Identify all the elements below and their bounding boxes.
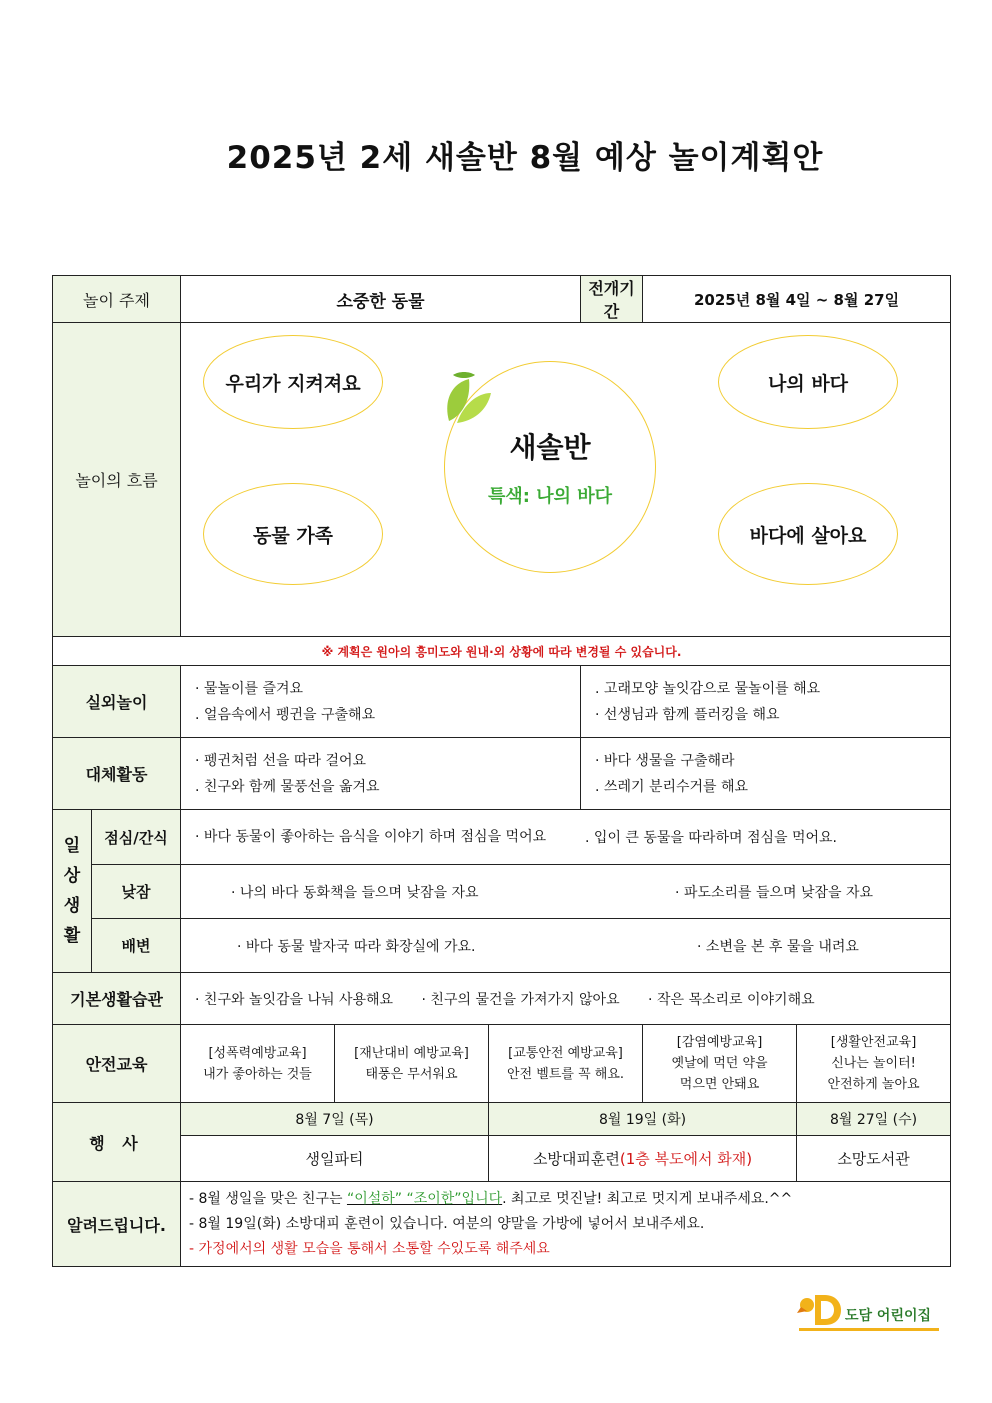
plan-table — [52, 275, 951, 1267]
period-value: 2025년 8월 4일 ~ 8월 27일 — [643, 276, 951, 323]
habit-item: · 친구와 놀잇감을 나눠 사용해요 — [195, 991, 394, 1008]
flow-diagram — [181, 323, 950, 635]
event-fire-note: (1층 복도에서 화재) — [619, 1150, 753, 1168]
alternative-right — [581, 738, 951, 810]
notice-body — [181, 1182, 951, 1267]
event-fire-drill: 소방대피훈련(1층 복도에서 화재) — [489, 1136, 797, 1182]
toilet-left: · 바다 동물 발자국 따라 화장실에 가요. — [237, 938, 476, 955]
toilet-right: · 소변을 본 후 물을 내려요 — [697, 938, 859, 955]
safety-label: 안전교육 — [53, 1025, 181, 1103]
birthday-names: “이설하” “조이한”입니다 — [346, 1190, 503, 1207]
notice-line-drill: - 8월 19일(화) 소방대피 훈련이 있습니다. 여분의 양말을 가방에 넣어서 보내주세요. — [189, 1215, 705, 1232]
bubble-protect: 우리가 지켜져요 — [203, 335, 383, 429]
bubble-live-in-sea: 바다에 살아요 — [718, 483, 898, 585]
lunch-label: 점심/간식 — [92, 810, 181, 865]
theme-value: 소중한 동물 — [181, 276, 581, 323]
event-name: 소망도서관 — [797, 1136, 951, 1182]
class-name: 새솔반 — [509, 431, 591, 464]
logo-text: 도담 어린이집 — [845, 1308, 932, 1324]
safety-item: [교통안전 예방교육] 안전 벨트를 꼭 해요. — [489, 1025, 643, 1103]
event-name: 생일파티 — [181, 1136, 489, 1182]
leaf-icon — [443, 369, 493, 429]
safety-item: [성폭력예방교육] 내가 좋아하는 것들 — [181, 1025, 335, 1103]
class-feature: 특색: 나의 바다 — [487, 486, 613, 507]
outdoor-right — [581, 666, 951, 738]
nap-right: · 파도소리를 들으며 낮잠을 자요 — [675, 884, 874, 901]
lunch-left: · 바다 동물이 좋아하는 음식을 이야기 하며 점심을 먹어요 — [195, 829, 547, 845]
notice-line-home: - 가정에서의 생활 모습을 통해서 소통할 수있도록 해주세요 — [189, 1240, 550, 1257]
theme-label: 놀이 주제 — [53, 276, 181, 323]
alternative-item: . 쓰레기 분리수거를 해요 — [595, 778, 749, 795]
habits-label: 기본생활습관 — [53, 973, 181, 1025]
notice-line-birthday: - 8월 생일을 맞은 친구는 “이설하” “조이한”입니다. 최고로 멋진날! 최고로 멋지게 보내주세요.^^ — [189, 1190, 793, 1207]
bubble-animal-family: 동물 가족 — [203, 483, 383, 585]
alternative-item: · 펭귄처럼 선을 따라 걸어요 — [195, 752, 367, 769]
bubble-my-sea: 나의 바다 — [718, 335, 898, 429]
outdoor-label: 실외놀이 — [53, 666, 181, 738]
events-label: 행 사 — [53, 1103, 181, 1182]
event-date: 8월 19일 (화) — [489, 1103, 797, 1136]
kindergarten-logo — [797, 1291, 947, 1333]
event-date: 8월 7일 (목) — [181, 1103, 489, 1136]
alternative-item: · 바다 생물을 구출해라 — [595, 752, 735, 769]
nap-label: 낮잠 — [92, 865, 181, 919]
notice-label: 알려드립니다. — [53, 1182, 181, 1267]
habit-item: · 작은 목소리로 이야기해요 — [648, 991, 815, 1008]
period-label: 전개기간 — [581, 276, 643, 323]
flow-label: 놀이의 흐름 — [53, 323, 181, 637]
outdoor-item: . 얼음속에서 펭귄을 구출해요 — [195, 706, 376, 723]
safety-item: [감염예방교육] 옛날에 먹던 약을 먹으면 안돼요 — [643, 1025, 797, 1103]
outdoor-item: · 선생님과 함께 플러킹을 해요 — [595, 706, 780, 723]
daily-life-label: 일 상 생 활 — [53, 810, 92, 973]
alternative-left — [181, 738, 581, 810]
lunch-right: . 입이 큰 동물을 따라하며 점심을 먹어요. — [585, 830, 838, 846]
habit-item: · 친구의 물건을 가져가지 않아요 — [421, 991, 620, 1008]
alternative-label: 대체활동 — [53, 738, 181, 810]
nap-left: · 나의 바다 동화책을 들으며 낮잠을 자요 — [231, 884, 479, 901]
safety-item: [재난대비 예방교육] 태풍은 무서워요 — [335, 1025, 489, 1103]
toilet-label: 배변 — [92, 919, 181, 973]
outdoor-item: . 고래모양 놀잇감으로 물놀이를 해요 — [595, 680, 821, 697]
safety-item: [생활안전교육] 신나는 놀이터! 안전하게 놀아요 — [797, 1025, 951, 1103]
alternative-item: . 친구와 함께 물풍선을 옮겨요 — [195, 778, 380, 795]
page-title: 2025년 2세 새솔반 8월 예상 놀이계획안 — [226, 140, 824, 176]
outdoor-left — [181, 666, 581, 738]
outdoor-item: · 물놀이를 즐겨요 — [195, 680, 304, 697]
change-note: ※ 계획은 원아의 흥미도와 원내·외 상황에 따라 변경될 수 있습니다. — [53, 637, 951, 666]
event-date: 8월 27일 (수) — [797, 1103, 951, 1136]
